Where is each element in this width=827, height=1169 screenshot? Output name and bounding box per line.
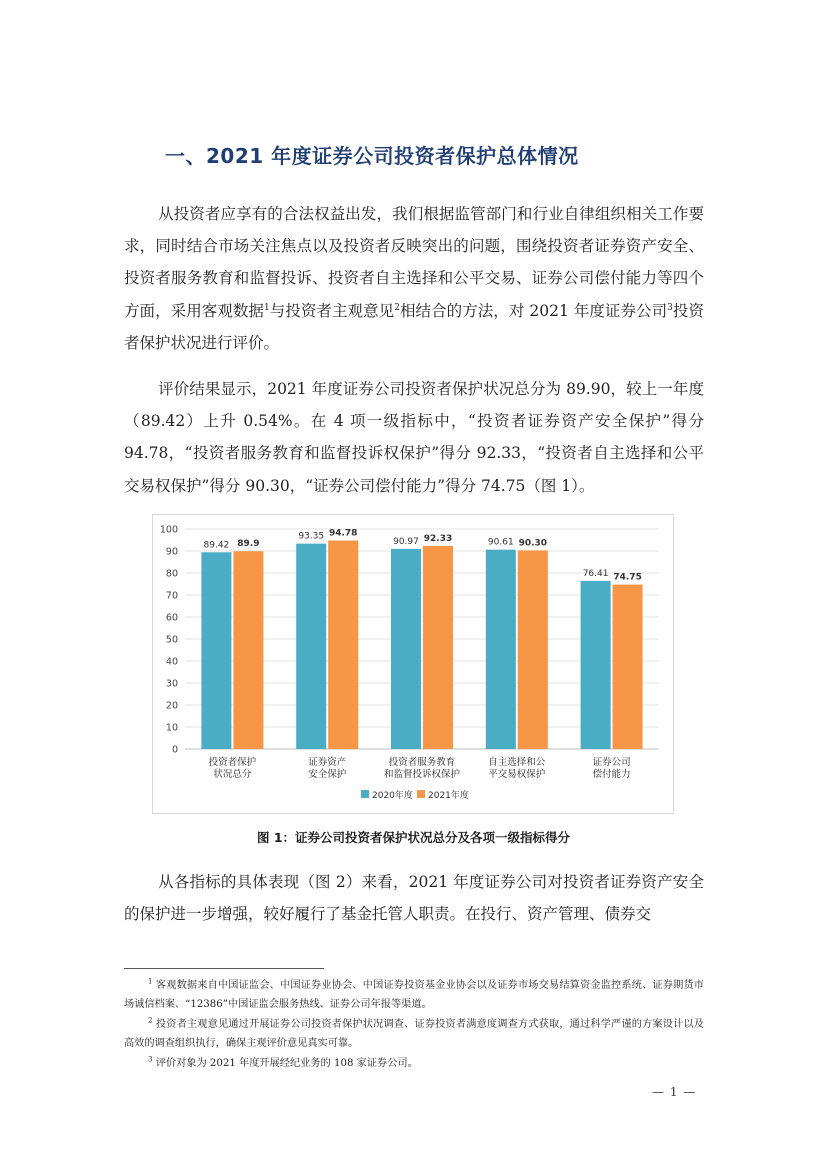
bar-2020 [581, 581, 611, 749]
y-tick-label: 30 [165, 678, 178, 690]
x-category-label: 偿付能力 [592, 769, 631, 780]
footnote-ref-1: 1 [263, 302, 270, 313]
bar-2020 [201, 552, 231, 749]
x-category-label: 安全保护 [308, 769, 347, 780]
y-tick-label: 90 [165, 546, 178, 558]
legend-swatch [361, 790, 369, 798]
bar-value-label: 90.61 [487, 537, 514, 548]
bar-2021 [233, 551, 263, 749]
bar-2021 [423, 546, 453, 749]
footnote-1-number: 1 [148, 977, 153, 986]
footnote-3-number: 3 [148, 1055, 153, 1064]
p1-text-1: 从投资者应享有的合法权益出发，我们根据监管部门和行业自律组织相关工作要求，同时结合市场关注焦点以及投资者反映突出的问题，围绕投资者证券资产安全、投资者服务教育和监督投诉、投资者自主选择和公平交易、证券公司偿付能力等四个方面，采用客观数据 [124, 205, 704, 320]
x-category-label: 投资者服务教育 [388, 757, 456, 768]
bar-value-label: 76.41 [582, 568, 609, 579]
paragraph-results [124, 373, 704, 502]
footnote-1-text: 客观数据来自中国证监会、中国证券业协会、中国证券投资基金业协会以及证券市场交易结算资金监控系统、证券期货市场诚信档案、“12386”中国证监会服务热线、证券公司年报等渠道。 [124, 980, 704, 1010]
p1-text-3: 相结合的方法，对 2021 年度证券公司 [399, 301, 668, 320]
footnote-2-text: 投资者主观意见通过开展证券公司投资者保护状况调查、证券投资者满意度调查方式获取，通过科学严谨的方案设计以及高效的调查组织执行，确保主观评价意见真实可靠。 [124, 1019, 704, 1049]
paragraph-indicators [124, 866, 704, 930]
y-tick-label: 50 [165, 634, 178, 646]
bar-chart [152, 514, 674, 814]
bar-value-label: 94.78 [328, 528, 358, 539]
x-category-label: 证券公司 [592, 757, 631, 768]
bar-value-label: 89.9 [237, 539, 260, 550]
bar-2020 [391, 549, 421, 749]
bar-value-label: 90.30 [518, 538, 548, 549]
bar-value-label: 89.42 [203, 540, 230, 551]
bar-2020 [296, 544, 326, 749]
footnote-2-number: 2 [148, 1016, 153, 1025]
paragraph-method [124, 198, 704, 359]
figure-caption: 图 1：证券公司投资者保护状况总分及各项一级指标得分 [256, 830, 571, 845]
footnote-3-text: 评价对象为 2021 年度开展经纪业务的 108 家证券公司。 [155, 1058, 418, 1069]
y-tick-label: 20 [165, 700, 178, 712]
legend-label: 2021年度 [428, 791, 469, 801]
chart-svg [153, 515, 673, 813]
x-category-label: 状况总分 [213, 769, 252, 780]
bar-value-label: 74.75 [613, 572, 642, 583]
p1-text-2: 与投资者主观意见 [269, 301, 395, 320]
p3-text: 从各指标的具体表现（图 2）来看，2021 年度证券公司对投资者证券资产安全的保护进一步增强，较好履行了基金托管人职责。在投行、资产管理、债券交 [124, 873, 704, 924]
y-tick-label: 100 [159, 524, 178, 536]
x-category-label: 投资者保护 [208, 757, 257, 768]
x-category-label: 和监督投诉权保护 [383, 769, 461, 780]
x-category-label: 证券资产 [308, 757, 347, 768]
bar-2021 [518, 550, 548, 749]
bar-2021 [328, 540, 358, 749]
footnote-ref-2: 2 [394, 302, 400, 313]
footnote-ref-3: 3 [667, 302, 673, 313]
bar-value-label: 93.35 [298, 531, 325, 542]
y-tick-label: 70 [165, 590, 178, 602]
y-tick-label: 0 [171, 744, 178, 756]
bar-2020 [486, 550, 516, 749]
legend-swatch [417, 790, 425, 798]
x-category-label: 自主选择和公 [488, 757, 546, 768]
legend-label: 2020年度 [372, 791, 413, 801]
x-category-label: 平交易权保护 [488, 769, 546, 780]
footnote-1 [124, 976, 704, 1014]
bar-value-label: 92.33 [423, 533, 453, 544]
footnote-2 [124, 1015, 704, 1053]
page-number: — 1 — [652, 1085, 697, 1099]
y-tick-label: 80 [165, 568, 178, 580]
section-heading: 一、2021 年度证券公司投资者保护总体情况 [165, 144, 579, 168]
footnote-3 [124, 1054, 704, 1073]
bar-2021 [613, 585, 643, 749]
y-tick-label: 10 [165, 722, 178, 734]
y-tick-label: 40 [165, 656, 178, 668]
bar-value-label: 90.97 [393, 536, 419, 547]
p1-text-4: 投资者保护状况进行评价。 [124, 301, 704, 352]
p2-text: 评价结果显示，2021 年度证券公司投资者保护状况总分为 89.90，较上一年度（89.42）上升 0.54%。在 4 项一级指标中，“投资者证券资产安全保护”得分 94.78，“投资者服务教育和监督投诉权保护”得分 92.33，“投资者自主选择和公平交易权保护”得分 90.30，“证券公司偿付能力”得分 74.75（图 1）。 [124, 380, 704, 495]
footnote-divider [124, 968, 324, 969]
y-tick-label: 60 [165, 612, 178, 624]
